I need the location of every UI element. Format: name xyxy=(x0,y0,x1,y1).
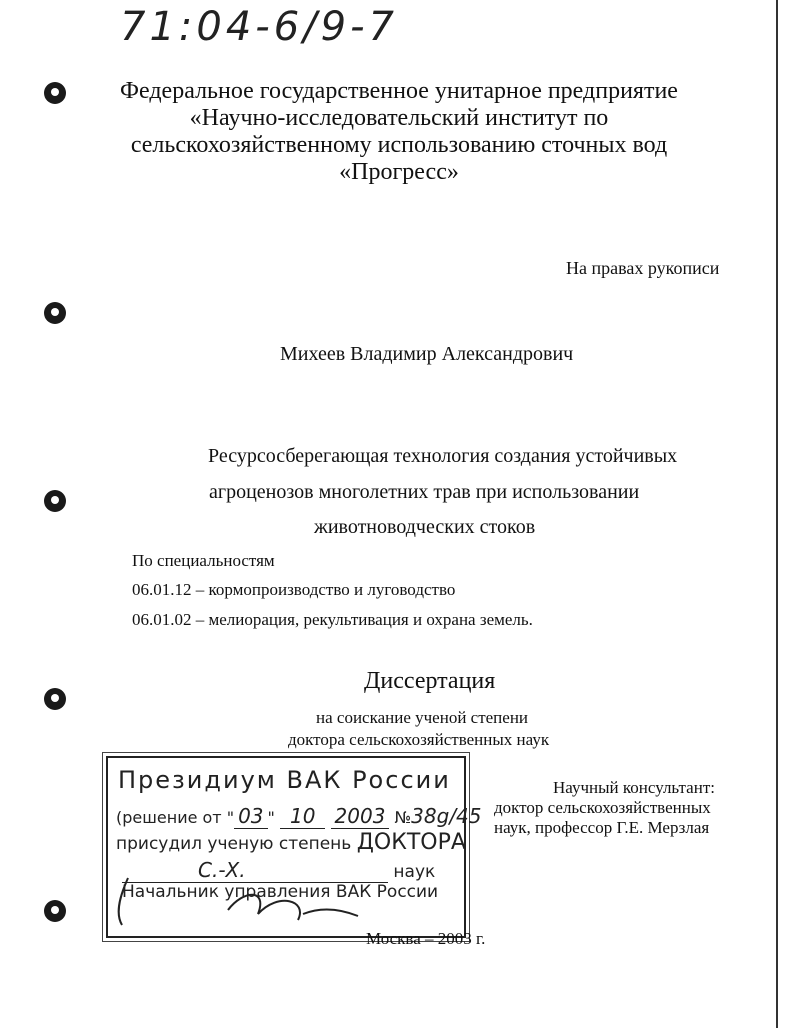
stamp-decision-line: (решение от " 03 " 10 2003 №38g/45 xyxy=(116,804,482,828)
stamp-field-handwritten: С.-Х. xyxy=(122,858,388,883)
rights-note: На правах рукописи xyxy=(566,258,720,278)
stamp-month: 10 xyxy=(280,804,325,829)
archive-number-handwritten: 71:04-6/9-7 xyxy=(120,4,398,50)
dissertation-title-line: агроценозов многолетних трав при использовании xyxy=(209,481,640,503)
consultant-line: Научный консультант: xyxy=(553,778,715,797)
work-type: Диссертация xyxy=(364,668,496,694)
stamp-award-line xyxy=(116,830,466,855)
specialty-item: 06.01.12 – кормопроизводство и луговодство xyxy=(132,580,456,599)
specialties-heading: По специальностям xyxy=(132,551,275,570)
stamp-awarded: присудил ученую степень xyxy=(116,834,352,854)
city-year: Москва – 2003 г. xyxy=(366,929,486,948)
specialty-item: 06.01.02 – мелиорация, рекультивация и охрана земель. xyxy=(132,610,533,629)
stamp-number: 38g/45 xyxy=(411,804,482,828)
stamp-sciences: наук xyxy=(393,862,436,882)
punch-hole-mark xyxy=(44,490,66,512)
author-name: Михеев Владимир Александрович xyxy=(280,343,574,365)
punch-hole-mark xyxy=(44,688,66,710)
organization-line: сельскохозяйственному использованию сточных вод xyxy=(130,132,668,158)
consultant-line: наук, профессор Г.Е. Мерзлая xyxy=(494,818,710,837)
dissertation-title-line: животноводческих стоков xyxy=(314,516,536,538)
degree-line: на соискание ученой степени xyxy=(316,708,529,727)
stamp-title: Президиум ВАК России xyxy=(118,766,451,794)
vak-approval-stamp xyxy=(106,756,482,938)
punch-hole-mark xyxy=(44,900,66,922)
organization-line: Федеральное государственное унитарное предприятие xyxy=(120,78,678,104)
organization-block xyxy=(0,78,798,186)
organization-line: «Прогресс» xyxy=(339,159,459,185)
stamp-day: 03 xyxy=(234,804,267,829)
dissertation-title-line: Ресурсосберегающая технология создания устойчивых xyxy=(208,445,678,467)
punch-hole-mark xyxy=(44,302,66,324)
consultant-line: доктор сельскохозяйственных xyxy=(494,798,711,817)
stamp-degree-word: ДОКТОРА xyxy=(356,830,466,855)
stamp-decision-prefix: (решение от xyxy=(116,808,222,827)
stamp-signature xyxy=(108,870,448,930)
degree-line: доктора сельскохозяйственных наук xyxy=(288,730,550,749)
organization-line: «Научно-исследовательский институт по xyxy=(189,105,609,131)
stamp-number-label: № xyxy=(394,808,412,827)
stamp-official: Начальник управления ВАК России xyxy=(122,882,439,902)
stamp-year: 2003 xyxy=(331,804,390,829)
